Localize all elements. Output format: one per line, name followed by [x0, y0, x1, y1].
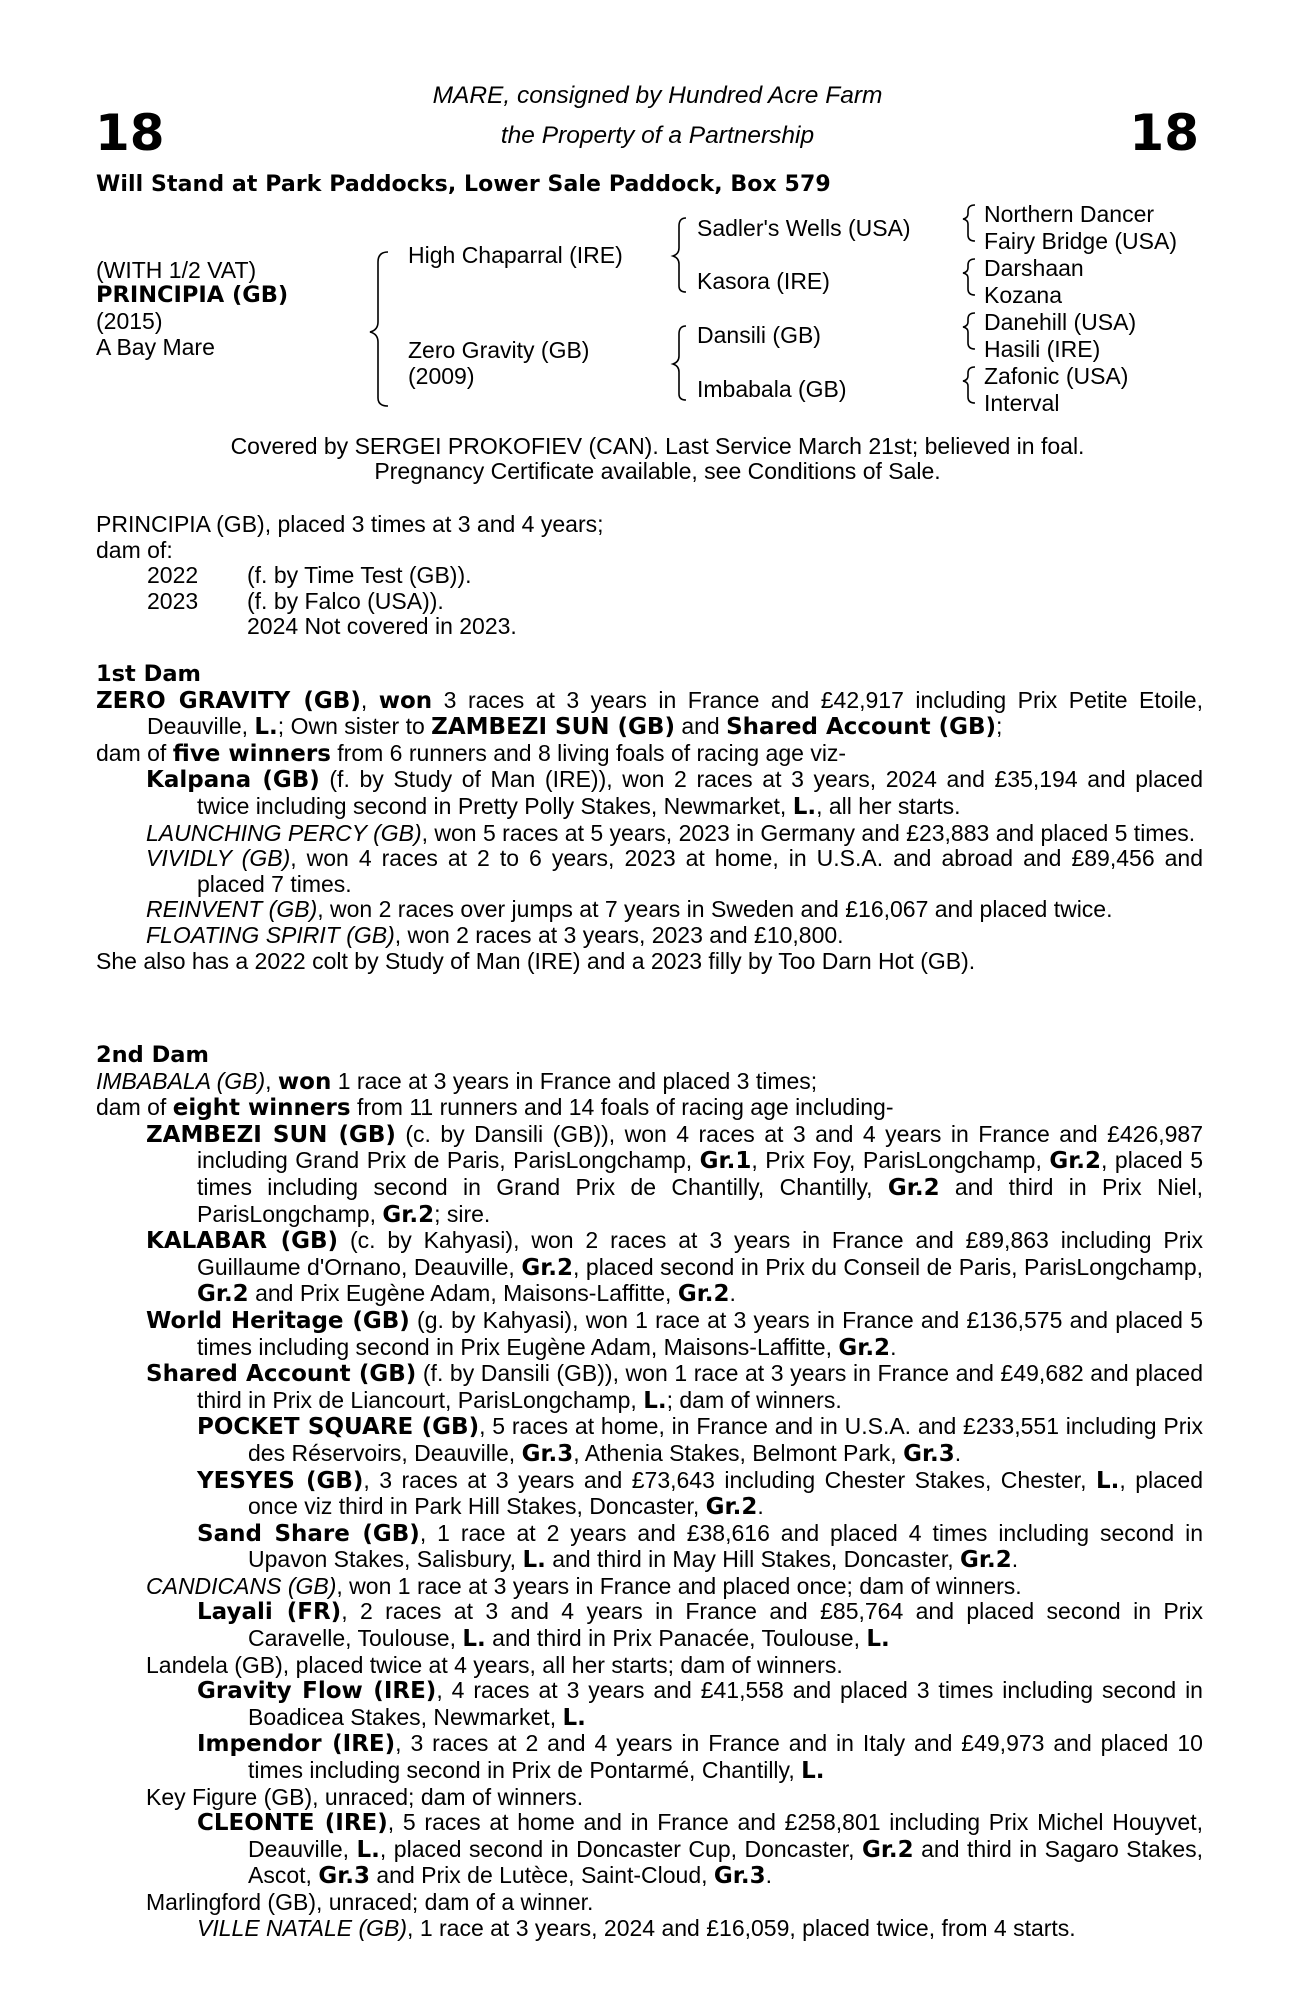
- first-dam-damof: [96, 741, 1203, 768]
- group-tag: Gr.2: [1049, 1148, 1102, 1175]
- text: , 5 races at home, in France and in U.S.A. and £233,551 including Prix des Réservoirs, Deauville,: [248, 1413, 1203, 1466]
- text: , Athenia Stakes, Belmont Park,: [573, 1439, 904, 1466]
- stand-location: Will Stand at Park Paddocks, Lower Sale Paddock, Box 579: [96, 172, 831, 197]
- horse-description: A Bay Mare: [96, 334, 215, 360]
- dam-year: (2009): [408, 363, 475, 389]
- foal-entry: [96, 1361, 1203, 1414]
- text: , won 4 races at 2 to 6 years, 2023 at home, in U.S.A. and abroad and £89,456 and placed 7 times.: [197, 845, 1203, 897]
- text: (f. by Study of Man (IRE)), won 2 races at 3 years, 2024 and £35,194 and placed twice including second in Pretty Polly Stakes, Newmarket,: [197, 766, 1204, 819]
- sibling-name: ZAMBEZI SUN (GB): [431, 714, 675, 741]
- dam: Zero Gravity (GB): [408, 337, 590, 363]
- second-dam-section: [96, 1043, 1203, 1941]
- produce-row: [147, 614, 517, 640]
- pedigree-table: [0, 0, 1315, 420]
- text: .: [757, 1493, 764, 1520]
- group-tag: Gr.3: [903, 1440, 955, 1467]
- covered-line: Covered by SERGEI PROKOFIEV (CAN). Last Service March 21st; believed in foal.: [230, 433, 1085, 459]
- won-word: won: [277, 1068, 332, 1095]
- text: and: [674, 713, 727, 740]
- text: , 3 races at 3 years and £73,643 including Chester Stakes, Chester,: [363, 1466, 1096, 1493]
- foal-name: ZAMBEZI SUN (GB): [146, 1121, 396, 1148]
- text: dam of: [96, 1094, 173, 1121]
- text: (g. by Kahyasi), won 1 race at 3 years in France and £136,575 and placed 5 times including second in Prix Eugène Adam, Maisons-Laffitte,: [197, 1306, 1203, 1360]
- text: ; dam of winners.: [666, 1386, 842, 1413]
- foal-entry: Marlingford (GB), unraced; dam of a winner.: [146, 1889, 594, 1915]
- text: , placed 5 times including second in Grand Prix de Chantilly, Chantilly,: [197, 1147, 1203, 1200]
- sire-sire: Sadler's Wells (USA): [697, 215, 911, 241]
- ss-sire: Northern Dancer: [984, 201, 1155, 227]
- text: dam of: [96, 739, 173, 766]
- foal-name: KALABAR (GB): [146, 1228, 339, 1255]
- bracket-sd: [963, 259, 975, 295]
- sire-dam: Kasora (IRE): [697, 268, 830, 294]
- foal-entry: [96, 1228, 1203, 1308]
- bracket-main: [370, 252, 388, 406]
- foal-entry: [96, 767, 1203, 820]
- text: (c. by Kahyasi), won 2 races at 3 years in France and £89,863 including Prix Guillaume d'Ornano, Deauville,: [197, 1227, 1203, 1280]
- text: , 3 races at 2 and 4 years in France and in Italy and £49,973 and placed 10 times including second in Prix de Pontarmé, Chantilly,: [248, 1730, 1203, 1784]
- text: and Prix de Lutèce, Saint-Cloud,: [370, 1862, 714, 1889]
- group-tag: Gr.2: [960, 1547, 1012, 1574]
- foal-name: POCKET SQUARE (GB): [197, 1414, 480, 1441]
- text: 1 race at 3 years in France and placed 3 times;: [331, 1067, 818, 1094]
- foal-name: YESYES (GB): [197, 1467, 364, 1494]
- produce-record: [96, 512, 1203, 640]
- text: , 1 race at 2 years and £38,616 and placed 4 times including second in Upavon Stakes, Salisbury,: [248, 1519, 1203, 1573]
- text: .: [1011, 1546, 1019, 1573]
- group-tag: Gr.2: [382, 1201, 435, 1228]
- first-dam-summary: ZERO GRAVITY (GB), won 3 races at 3 years in France and £42,917 including Prix Petite Etoile, Deauville, L.; Own sister to ZAMBEZI SUN (GB) and Shared Account (GB);: [96, 686, 1203, 741]
- foal-name: VIVIDLY (GB): [146, 845, 291, 872]
- group-tag: Gr.3: [713, 1863, 766, 1890]
- text: , 4 races at 3 years and £41,558 and placed 3 times including second in Boadicea Stakes, Newmarket,: [248, 1677, 1203, 1730]
- produce-table: [147, 563, 517, 640]
- pregnancy-line: Pregnancy Certificate available, see Conditions of Sale.: [374, 458, 941, 484]
- text: , 2 races at 3 and 4 years in France and £85,764 and placed second in Prix Caravelle, Toulouse,: [248, 1598, 1204, 1652]
- grandfoal-entry: [96, 1810, 1203, 1890]
- text: from 11 runners and 14 foals of racing age including-: [350, 1094, 894, 1121]
- text: , 1 race at 3 years, 2024 and £16,059, placed twice, from 4 starts.: [407, 1914, 1076, 1941]
- foal-entry: Landela (GB), placed twice at 4 years, all her starts; dam of winners.: [146, 1651, 843, 1678]
- text: ;: [996, 713, 1003, 740]
- foal-entry: [96, 846, 1203, 897]
- text: and third in May Hill Stakes, Doncaster,: [545, 1546, 961, 1573]
- foal-entry: [96, 1308, 1203, 1361]
- grandfoal-entry: [96, 1916, 1203, 1942]
- listed-tag: L.: [562, 1704, 586, 1731]
- foal-entry: [96, 1574, 1203, 1600]
- listed-tag: L.: [866, 1626, 890, 1653]
- winners-count: five winners: [172, 740, 331, 767]
- text: (c. by Dansili (GB)), won 4 races at 3 and 4 years in France and £426,987 including Grand Prix de Paris, ParisLongchamp,: [197, 1120, 1203, 1174]
- foal-name: World Heritage (GB): [146, 1307, 410, 1334]
- dam-sire: Dansili (GB): [697, 322, 821, 348]
- text: and third in Prix Panacée, Toulouse,: [485, 1625, 867, 1652]
- foal-name: CANDICANS (GB): [146, 1572, 337, 1599]
- grandfoal-entry: [96, 1678, 1203, 1731]
- horse-year: (2015): [96, 308, 163, 334]
- foal-name: Impendor (IRE): [197, 1731, 396, 1758]
- group-tag: Gr.2: [197, 1281, 249, 1308]
- foal-entry: [96, 923, 1203, 949]
- group-tag: Gr.3: [521, 1440, 574, 1467]
- grandfoal-entry: [96, 1731, 1203, 1784]
- text: , Prix Foy, ParisLongchamp,: [751, 1147, 1050, 1174]
- winners-count: eight winners: [172, 1095, 351, 1122]
- group-tag: Gr.2: [677, 1281, 730, 1308]
- ss-dam: Fairy Bridge (USA): [984, 228, 1177, 254]
- group-tag: Gr.3: [318, 1863, 370, 1890]
- foal-name: CLEONTE (IRE): [197, 1810, 388, 1837]
- produce-row: [147, 563, 517, 589]
- dam-dam: Imbabala (GB): [697, 376, 847, 402]
- foal-name: VILLE NATALE (GB): [197, 1914, 408, 1941]
- produce-text: 2024 Not covered in 2023.: [247, 613, 517, 640]
- listed-tag: L.: [1095, 1467, 1120, 1494]
- listed-tag: L.: [792, 793, 817, 820]
- produce-year: 2022: [147, 562, 199, 589]
- text: 3 races at 3 years in France and £42,917 including Prix Petite Etoile, Deauville,: [147, 686, 1203, 740]
- text: , placed second in Prix du Conseil de Paris, ParisLongchamp,: [573, 1253, 1203, 1280]
- vat-note: (WITH 1/2 VAT): [96, 257, 257, 283]
- foal-entry: [96, 897, 1203, 923]
- second-dam-heading: 2nd Dam: [96, 1042, 209, 1068]
- first-dam-also: She also has a 2022 colt by Study of Man (IRE) and a 2023 filly by Too Darn Hot (GB).: [96, 947, 976, 974]
- text: from 6 runners and 8 living foals of racing age viz-: [330, 739, 847, 766]
- group-tag: Gr.2: [521, 1254, 574, 1281]
- grandfoal-entry: [96, 1414, 1203, 1467]
- pedigree-brackets: [0, 0, 1315, 420]
- grandfoal-entry: [96, 1468, 1203, 1521]
- text: , won 1 race at 3 years in France and placed once; dam of winners.: [336, 1572, 1022, 1599]
- text: (f. by Dansili (GB)), won 1 race at 3 years in France and £49,682 and placed third in Prix de Liancourt, ParisLongchamp,: [197, 1360, 1203, 1413]
- foal-name: REINVENT (GB): [146, 896, 318, 923]
- produce-row: [147, 589, 517, 615]
- text: , placed second in Doncaster Cup, Doncaster,: [379, 1835, 862, 1862]
- bracket-dd: [963, 367, 975, 403]
- lot-number-right: 18: [1129, 104, 1199, 162]
- group-tag: Gr.2: [887, 1174, 940, 1201]
- text: , won 2 races at 3 years, 2023 and £10,800.: [394, 921, 844, 948]
- text: .: [729, 1280, 736, 1307]
- text: .: [954, 1439, 962, 1466]
- produce-damof: dam of:: [96, 536, 173, 563]
- dd-sire: Zafonic (USA): [984, 363, 1129, 389]
- text: and third in Prix Niel, ParisLongchamp,: [197, 1173, 1203, 1227]
- horse-name: PRINCIPIA (GB): [96, 282, 289, 308]
- sire: High Chaparral (IRE): [408, 242, 623, 268]
- second-dam-damof: [96, 1095, 1203, 1122]
- won-word: won: [378, 687, 433, 714]
- ds-dam: Hasili (IRE): [984, 336, 1101, 362]
- first-dam-heading: 1st Dam: [96, 661, 201, 687]
- grandfoal-entry: [96, 1521, 1203, 1574]
- grandfoal-entry: [96, 1599, 1203, 1652]
- foal-entry: [96, 1122, 1203, 1228]
- foal-entry: [96, 821, 1203, 847]
- bracket-sire: [673, 218, 686, 292]
- text: , won 5 races at 5 years, 2023 in Germany and £23,883 and placed 5 times.: [421, 819, 1196, 846]
- listed-tag: L.: [356, 1836, 380, 1863]
- second-dam-summary: IMBABALA (GB), won 1 race at 3 years in France and placed 3 times;: [96, 1067, 818, 1095]
- first-dam-section: [96, 662, 1203, 974]
- group-tag: Gr.2: [705, 1494, 758, 1521]
- text: ; Own sister to: [277, 713, 432, 740]
- property-line: the Property of a Partnership: [500, 122, 815, 149]
- produce-year: [147, 614, 247, 640]
- text: , placed once viz third in Park Hill Stakes, Doncaster,: [248, 1466, 1203, 1520]
- produce-year: 2023: [147, 587, 199, 614]
- group-tag: Gr.2: [861, 1836, 914, 1863]
- produce-text: (f. by Falco (USA)).: [247, 587, 444, 614]
- first-dam-name: ZERO GRAVITY (GB): [96, 687, 361, 714]
- lot-number-left: 18: [95, 104, 165, 162]
- text: .: [765, 1862, 772, 1889]
- bracket-ss: [963, 205, 975, 241]
- text: and third in Sagaro Stakes, Ascot,: [248, 1835, 1203, 1889]
- consignor-line: MARE, consigned by Hundred Acre Farm: [432, 82, 883, 109]
- bracket-ds: [963, 313, 975, 349]
- sibling-name: Shared Account (GB): [726, 714, 997, 741]
- foal-name: FLOATING SPIRIT (GB): [146, 921, 395, 948]
- text: and Prix Eugène Adam, Maisons-Laffitte,: [248, 1280, 678, 1307]
- foal-name: Gravity Flow (IRE): [197, 1678, 437, 1705]
- listed-tag: L.: [462, 1626, 486, 1653]
- listed-tag: L.: [522, 1547, 546, 1574]
- listed-tag: L.: [254, 714, 278, 741]
- sd-dam: Kozana: [984, 282, 1063, 308]
- foal-name: Shared Account (GB): [146, 1361, 417, 1388]
- dd-dam: Interval: [984, 390, 1060, 416]
- text: ; sire.: [434, 1200, 491, 1227]
- group-tag: Gr.2: [838, 1334, 891, 1361]
- sd-sire: Darshaan: [984, 255, 1084, 281]
- foal-name: Layali (FR): [197, 1599, 342, 1626]
- foal-entry: Key Figure (GB), unraced; dam of winners.: [146, 1783, 584, 1810]
- foal-name: Kalpana (GB): [146, 767, 320, 794]
- text: .: [890, 1333, 897, 1360]
- listed-tag: L.: [643, 1387, 667, 1414]
- text: , 5 races at home and in France and £258,801 including Prix Michel Houyvet, Deauville,: [248, 1809, 1204, 1862]
- bracket-dam: [673, 326, 686, 400]
- second-dam-name: IMBABALA (GB): [96, 1067, 266, 1094]
- ds-sire: Danehill (USA): [984, 309, 1137, 335]
- listed-tag: L.: [801, 1758, 825, 1785]
- foal-name: Sand Share (GB): [197, 1520, 420, 1547]
- produce-text: (f. by Time Test (GB)).: [247, 562, 472, 589]
- foal-name: LAUNCHING PERCY (GB): [146, 819, 422, 846]
- text: , all her starts.: [816, 792, 961, 819]
- text: , won 2 races over jumps at 7 years in Sweden and £16,067 and placed twice.: [317, 896, 1113, 923]
- group-tag: Gr.1: [699, 1148, 752, 1175]
- produce-intro: PRINCIPIA (GB), placed 3 times at 3 and 4 years;: [96, 511, 604, 537]
